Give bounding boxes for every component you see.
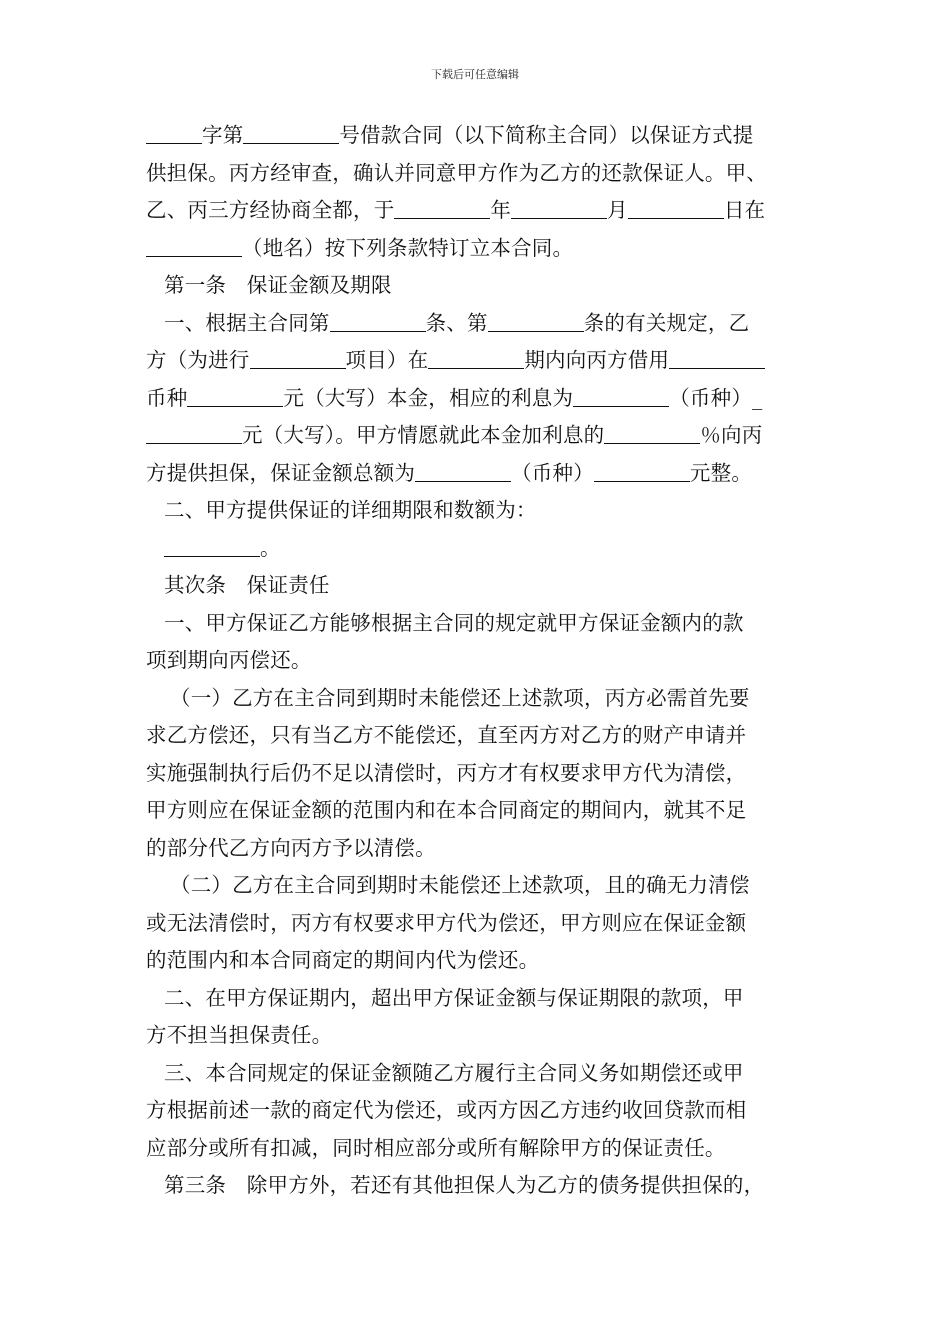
text-line <box>146 720 746 750</box>
text-run: 日在 <box>723 198 766 222</box>
text-line <box>164 570 330 600</box>
text-run: 币种 <box>146 385 188 410</box>
text-run: （币种） <box>511 460 594 485</box>
text-run: 乙、丙三方经协商全都，于 <box>146 198 395 222</box>
text-run: 实施强制执行后仍不足以清偿时，丙方才有权要求甲方代为清偿， <box>146 760 747 785</box>
text-run: 期内向丙方借用 <box>524 348 670 372</box>
text-run: 方根据前述一款的商定代为偿还，或丙方因乙方违约收回贷款而相 <box>146 1098 747 1122</box>
text-run: 月 <box>607 198 628 222</box>
text-line <box>164 983 744 1013</box>
text-run: 二、甲方提供保证的详细期限和数额为： <box>164 498 537 522</box>
text-run: （二）乙方在主合同到期时未能偿还上述款项，且的确无力清偿 <box>170 873 750 897</box>
text-line <box>146 908 746 938</box>
text-run: 条的有关规定，乙 <box>583 310 750 335</box>
text-line <box>164 533 281 563</box>
text-run: 元整。 <box>689 460 753 485</box>
text-run: 供担保。丙方经审查，确认并同意甲方作为乙方的还款保证人。甲、 <box>146 160 767 185</box>
text-line <box>164 1058 744 1088</box>
text-line <box>146 1095 746 1125</box>
fill-in-blank <box>330 311 426 332</box>
text-line <box>146 120 753 150</box>
text-run: 求乙方偿还，只有当乙方不能偿还，直至丙方对乙方的财产申请并 <box>146 723 747 747</box>
text-line <box>146 345 765 375</box>
fill-in-blank <box>146 423 242 444</box>
text-run: 元（大写）。甲方情愿就此本金加利息的 <box>242 423 605 447</box>
text-run: 甲方则应在保证金额的范围内和在本合同商定的期间内，就其不足 <box>146 798 747 822</box>
text-line <box>146 458 752 488</box>
fill-in-blank <box>488 311 584 332</box>
text-run: 一、根据主合同第 <box>164 310 330 335</box>
text-line <box>146 1020 332 1050</box>
text-run: 年 <box>490 198 512 222</box>
fill-in-blank <box>187 386 283 407</box>
text-line <box>164 1170 764 1200</box>
fill-in-blank <box>243 123 339 144</box>
text-line <box>146 383 762 413</box>
fill-in-blank <box>628 198 724 219</box>
text-line <box>146 420 762 450</box>
text-run: 应部分或所有扣减，同时相应部分或所有解除甲方的保证责任。 <box>146 1135 726 1160</box>
text-run: 方提供担保，保证金额总额为 <box>146 460 416 485</box>
text-run: 第一条 保证金额及期限 <box>164 273 392 297</box>
text-run: 三、本合同规定的保证金额随乙方履行主合同义务如期偿还或甲 <box>164 1060 744 1085</box>
text-run: ％向丙 <box>700 423 763 447</box>
text-run: 项到期向丙偿还。 <box>146 648 312 672</box>
text-line <box>146 833 436 863</box>
text-run: 其次条 保证责任 <box>164 573 330 597</box>
page-header-note: 下载后可任意编辑 <box>431 68 519 81</box>
fill-in-blank <box>594 461 690 482</box>
text-line <box>146 758 746 788</box>
text-run: 字第 <box>202 123 244 147</box>
text-run: 条、第 <box>425 310 488 335</box>
fill-in-blank <box>604 423 700 444</box>
text-run: （一）乙方在主合同到期时未能偿还上述款项，丙方必需首先要 <box>170 685 750 710</box>
text-line <box>146 1133 726 1163</box>
text-line <box>146 233 573 263</box>
fill-in-blank <box>250 348 346 369</box>
fill-in-blank <box>146 236 242 257</box>
text-run: 项目）在 <box>345 348 429 372</box>
text-run: 方不担当担保责任。 <box>146 1023 333 1047</box>
text-line <box>164 308 749 338</box>
text-run: 的部分代乙方向丙方予以清偿。 <box>146 835 436 860</box>
fill-in-blank <box>573 386 669 407</box>
fill-in-blank <box>669 348 765 369</box>
text-run: 方（为进行 <box>146 348 250 372</box>
text-run: 一、甲方保证乙方能够根据主合同的规定就甲方保证金额内的款 <box>164 610 744 635</box>
text-line <box>146 645 312 675</box>
text-run: 号借款合同（以下简称主合同）以保证方式提 <box>339 123 754 147</box>
text-run: 元（大写）本金，相应的利息为 <box>283 385 574 410</box>
fill-in-blank <box>146 123 202 144</box>
fill-in-blank <box>511 198 607 219</box>
text-run: 二、在甲方保证期内，超出甲方保证金额与保证期限的款项，甲 <box>164 985 744 1010</box>
text-run: （币种）_ <box>669 385 763 410</box>
text-run: （地名）按下列条款特订立本合同。 <box>242 235 574 260</box>
text-run: 或无法清偿时，丙方有权要求甲方代为偿还，甲方则应在保证金额 <box>146 910 747 935</box>
text-line <box>164 495 537 525</box>
text-run: 第三条 除甲方外，若还有其他担保人为乙方的债务提供担保的， <box>164 1173 765 1197</box>
text-line <box>146 158 767 188</box>
text-line <box>164 270 392 300</box>
fill-in-blank <box>394 198 490 219</box>
fill-in-blank <box>415 461 511 482</box>
fill-in-blank <box>164 536 260 557</box>
text-line <box>164 608 744 638</box>
text-line <box>146 945 539 975</box>
text-run: 。 <box>260 535 281 560</box>
text-line <box>146 195 765 225</box>
text-line <box>170 683 750 713</box>
text-run: 的范围内和本合同商定的期间内代为偿还。 <box>146 948 540 972</box>
text-line <box>146 795 746 825</box>
text-line <box>170 870 750 900</box>
fill-in-blank <box>428 348 524 369</box>
